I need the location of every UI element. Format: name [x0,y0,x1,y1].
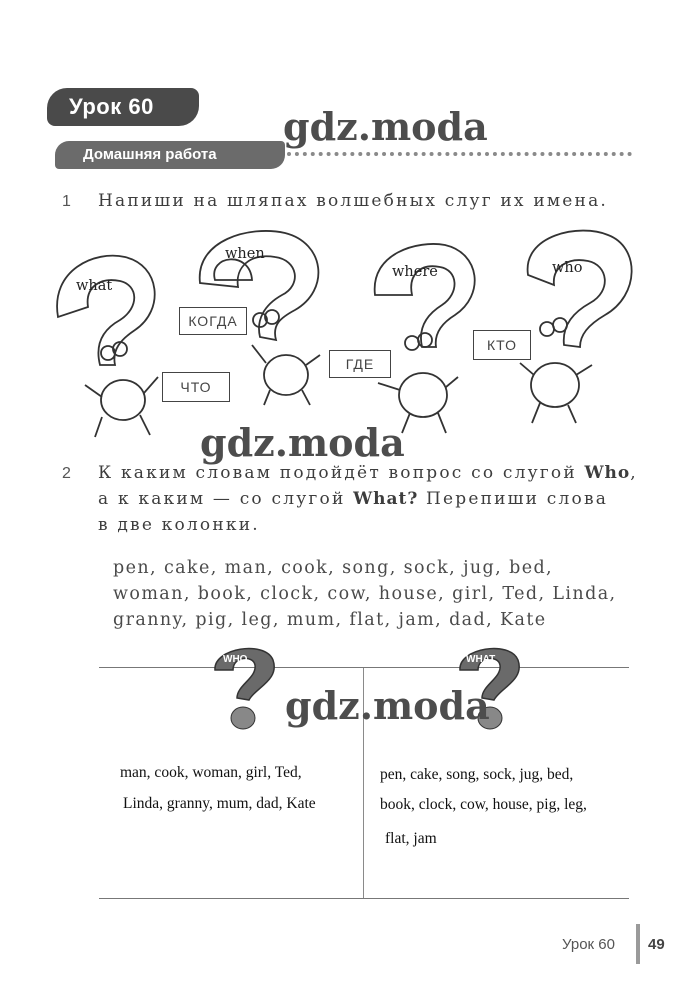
word-list [113,555,617,633]
footer-lesson: Урок 60 [562,936,615,953]
what-hat-text: WHAT [466,654,496,665]
hat-who: who [552,260,583,276]
homework-heading: Домашняя работа [55,141,285,169]
word-list-line: pen, cake, man, cook, song, sock, jug, bed, [113,558,554,578]
exercise-1-text: Напиши на шляпах волшебных слуг их имена. [98,191,609,211]
who-hat-text: WHO [223,654,248,665]
hat-where: where [392,264,438,280]
lesson-badge: Урок 60 [47,88,199,126]
hat-what: what [76,278,113,294]
what-answer-line: pen, cake, song, sock, jug, bed, [380,766,574,783]
exercise-1-number: 1 [62,193,71,210]
watermark: gdz.moda [285,683,490,728]
exercise-2-text: а к каким — со слугой [98,489,354,509]
word-list-line: granny, pig, leg, mum, flat, jam, dad, Kate [113,610,547,630]
who-character-drawing [205,640,285,735]
page-number: 49 [648,936,665,953]
footer-divider [636,924,640,964]
exercise-2-line-3: в две колонки. [98,515,260,535]
exercise-2-line-1 [98,463,638,483]
word-list-line: woman, book, clock, cow, house, girl, Ted, Linda, [113,584,617,604]
who-answer-line: Linda, granny, mum, dad, Kate [123,795,316,812]
punctuation: , [630,463,638,483]
label-when-ru: КОГДА [179,307,247,335]
label-where-ru: ГДЕ [329,350,391,378]
hat-when: when [225,246,265,262]
who-character [205,640,285,735]
watermark: gdz.moda [200,420,405,465]
exercise-2-number: 2 [62,465,71,482]
what-answer-line: flat, jam [385,830,437,847]
what-keyword: What? [353,489,419,509]
exercise-2-text: К каким словам подойдёт вопрос со слугой [98,463,585,483]
what-answer-line: book, clock, cow, house, pig, leg, [380,796,587,813]
dotted-rule [287,152,632,156]
who-keyword: Who [584,463,631,483]
question-characters-illustration [40,225,660,445]
table-top [99,668,629,669]
exercise-2-line-2 [98,489,608,509]
label-who-ru: КТО [473,330,531,360]
who-answer-line: man, cook, woman, girl, Ted, [120,764,302,781]
question-marks-drawing [40,225,660,445]
exercise-2-text: Перепиши слова [418,489,609,509]
watermark: gdz.moda [283,104,488,149]
label-what-ru: ЧТО [162,372,230,402]
